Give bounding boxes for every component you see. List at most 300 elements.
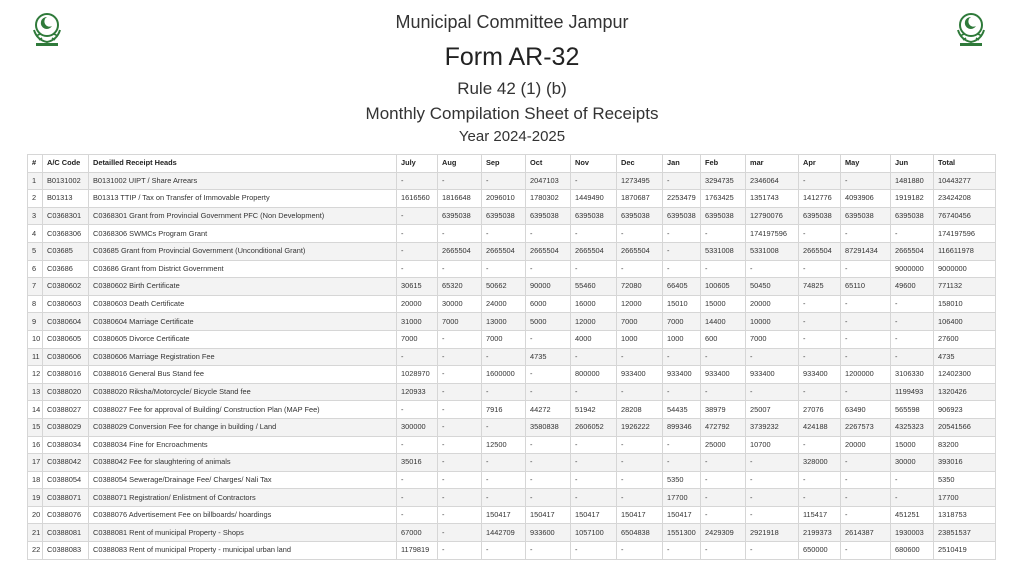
cell-jun: - [891, 348, 934, 366]
cell-may: 6395038 [841, 207, 891, 225]
cell-total: 23851537 [934, 524, 996, 542]
cell-mar: 20000 [746, 295, 799, 313]
cell-dec: 933400 [617, 366, 663, 384]
cell-jan: 6395038 [663, 207, 701, 225]
cell-oct: 150417 [526, 506, 571, 524]
cell-sep: - [482, 383, 526, 401]
cell-apr: 2199373 [799, 524, 841, 542]
cell-receipt-head: C0380603 Death Certificate [89, 295, 397, 313]
cell-sep: 24000 [482, 295, 526, 313]
cell-july: 67000 [397, 524, 438, 542]
column-header-mar: mar [746, 155, 799, 173]
table-row [28, 524, 996, 542]
cell-aug: - [438, 542, 482, 560]
cell-receipt-head: C0388083 Rent of municipal Property - municipal urban land [89, 542, 397, 560]
cell-total: 2510419 [934, 542, 996, 560]
cell-jun: - [891, 330, 934, 348]
cell-apr: - [799, 436, 841, 454]
cell-dec: - [617, 383, 663, 401]
cell-total: 1318753 [934, 506, 996, 524]
cell-jun: 1930003 [891, 524, 934, 542]
cell-dec: 6504838 [617, 524, 663, 542]
cell-sep: 7916 [482, 401, 526, 419]
cell-jun: 30000 [891, 454, 934, 472]
cell-feb: 38979 [701, 401, 746, 419]
cell-total: 116611978 [934, 242, 996, 260]
cell-jan: 15010 [663, 295, 701, 313]
cell-aug: 1816648 [438, 190, 482, 208]
cell-receipt-head: C0388016 General Bus Stand fee [89, 366, 397, 384]
cell-july: - [397, 489, 438, 507]
cell-sep: - [482, 471, 526, 489]
cell-ac-code: C0368301 [43, 207, 89, 225]
cell-mar: 10700 [746, 436, 799, 454]
cell-jan: - [663, 454, 701, 472]
column-header-nov: Nov [571, 155, 617, 173]
cell-nov: 150417 [571, 506, 617, 524]
cell-row-number: 14 [28, 401, 43, 419]
cell-may: 87291434 [841, 242, 891, 260]
cell-receipt-head: C0388076 Advertisement Fee on billboards/ hoardings [89, 506, 397, 524]
cell-july: - [397, 225, 438, 243]
cell-may: - [841, 489, 891, 507]
cell-dec: - [617, 542, 663, 560]
column-header-dec: Dec [617, 155, 663, 173]
cell-aug: - [438, 225, 482, 243]
cell-jan: - [663, 383, 701, 401]
column-header-jun: Jun [891, 155, 934, 173]
cell-row-number: 20 [28, 506, 43, 524]
cell-nov: 12000 [571, 313, 617, 331]
cell-total: 393016 [934, 454, 996, 472]
cell-row-number: 11 [28, 348, 43, 366]
cell-aug: - [438, 506, 482, 524]
cell-sep: 1442709 [482, 524, 526, 542]
cell-ac-code: C0380606 [43, 348, 89, 366]
cell-feb: 25000 [701, 436, 746, 454]
cell-feb: 14400 [701, 313, 746, 331]
cell-may: - [841, 383, 891, 401]
cell-jun: 680600 [891, 542, 934, 560]
cell-aug: - [438, 383, 482, 401]
cell-mar: 3739232 [746, 418, 799, 436]
cell-dec: 2665504 [617, 242, 663, 260]
cell-aug: - [438, 348, 482, 366]
cell-ac-code: C0388016 [43, 366, 89, 384]
cell-mar: - [746, 383, 799, 401]
cell-may: 20000 [841, 436, 891, 454]
cell-jun: - [891, 313, 934, 331]
cell-apr: - [799, 295, 841, 313]
cell-oct: - [526, 225, 571, 243]
cell-nov: 1057100 [571, 524, 617, 542]
cell-receipt-head: C0388020 Riksha/Motorcycle/ Bicycle Stand fee [89, 383, 397, 401]
cell-jan: 899346 [663, 418, 701, 436]
cell-nov: 6395038 [571, 207, 617, 225]
cell-jan: - [663, 436, 701, 454]
cell-aug: - [438, 366, 482, 384]
cell-may: 2267573 [841, 418, 891, 436]
column-header-oct: Oct [526, 155, 571, 173]
cell-receipt-head: C0380602 Birth Certificate [89, 278, 397, 296]
cell-sep: 150417 [482, 506, 526, 524]
cell-may: - [841, 471, 891, 489]
cell-july: - [397, 471, 438, 489]
cell-ac-code: B01313 [43, 190, 89, 208]
cell-aug: - [438, 260, 482, 278]
cell-total: 174197596 [934, 225, 996, 243]
cell-apr: 328000 [799, 454, 841, 472]
table-row [28, 172, 996, 190]
cell-feb: - [701, 542, 746, 560]
rule-reference: Rule 42 (1) (b) [457, 79, 567, 98]
cell-apr: 2665504 [799, 242, 841, 260]
cell-may: 4093906 [841, 190, 891, 208]
cell-may: - [841, 295, 891, 313]
receipts-table [27, 154, 996, 560]
cell-apr: - [799, 260, 841, 278]
cell-jan: - [663, 242, 701, 260]
cell-receipt-head: C0380606 Marriage Registration Fee [89, 348, 397, 366]
cell-jan: 17700 [663, 489, 701, 507]
cell-sep: 13000 [482, 313, 526, 331]
cell-dec: 1926222 [617, 418, 663, 436]
table-row [28, 348, 996, 366]
cell-may: - [841, 454, 891, 472]
cell-july: - [397, 260, 438, 278]
cell-feb: 5331008 [701, 242, 746, 260]
cell-aug: - [438, 471, 482, 489]
cell-feb: - [701, 489, 746, 507]
cell-dec: 7000 [617, 313, 663, 331]
cell-july: 120933 [397, 383, 438, 401]
cell-aug: 2665504 [438, 242, 482, 260]
cell-july: 7000 [397, 330, 438, 348]
cell-oct: 2665504 [526, 242, 571, 260]
table-row [28, 401, 996, 419]
cell-aug: - [438, 454, 482, 472]
cell-sep: 2096010 [482, 190, 526, 208]
cell-july: 35016 [397, 454, 438, 472]
cell-nov: - [571, 489, 617, 507]
cell-jun: 451251 [891, 506, 934, 524]
cell-apr: - [799, 471, 841, 489]
cell-apr: - [799, 383, 841, 401]
cell-may: - [841, 330, 891, 348]
cell-jun: - [891, 295, 934, 313]
cell-july: - [397, 172, 438, 190]
cell-total: 10443277 [934, 172, 996, 190]
cell-nov: - [571, 454, 617, 472]
cell-nov: - [571, 436, 617, 454]
cell-receipt-head: C0368306 SWMCs Program Grant [89, 225, 397, 243]
cell-oct: - [526, 436, 571, 454]
cell-row-number: 17 [28, 454, 43, 472]
cell-receipt-head: C0388081 Rent of municipal Property - Shops [89, 524, 397, 542]
cell-may: - [841, 172, 891, 190]
cell-aug: - [438, 172, 482, 190]
cell-jan: - [663, 542, 701, 560]
cell-oct: 6395038 [526, 207, 571, 225]
table-row [28, 190, 996, 208]
cell-total: 27600 [934, 330, 996, 348]
column-header-may: May [841, 155, 891, 173]
cell-sep: 2665504 [482, 242, 526, 260]
cell-july: 1616560 [397, 190, 438, 208]
cell-total: 9000000 [934, 260, 996, 278]
cell-mar: 10000 [746, 313, 799, 331]
cell-total: 5350 [934, 471, 996, 489]
cell-ac-code: C0388054 [43, 471, 89, 489]
cell-row-number: 12 [28, 366, 43, 384]
cell-row-number: 18 [28, 471, 43, 489]
cell-jun: 3106330 [891, 366, 934, 384]
cell-nov: 16000 [571, 295, 617, 313]
cell-receipt-head: C0388027 Fee for approval of Building/ Construction Plan (MAP Fee) [89, 401, 397, 419]
cell-apr: - [799, 330, 841, 348]
cell-dec: - [617, 436, 663, 454]
cell-feb: 6395038 [701, 207, 746, 225]
cell-row-number: 10 [28, 330, 43, 348]
cell-feb: 933400 [701, 366, 746, 384]
cell-total: 12402300 [934, 366, 996, 384]
cell-jun: - [891, 225, 934, 243]
table-row [28, 295, 996, 313]
cell-nov: - [571, 172, 617, 190]
cell-sep: 1600000 [482, 366, 526, 384]
cell-jan: 2253479 [663, 190, 701, 208]
cell-nov: 800000 [571, 366, 617, 384]
cell-jun: - [891, 489, 934, 507]
table-row [28, 542, 996, 560]
cell-apr: 74825 [799, 278, 841, 296]
cell-row-number: 3 [28, 207, 43, 225]
cell-feb: 3294735 [701, 172, 746, 190]
column-header-sep: Sep [482, 155, 526, 173]
cell-receipt-head: C0380605 Divorce Certificate [89, 330, 397, 348]
cell-ac-code: C0388034 [43, 436, 89, 454]
cell-ac-code: C03686 [43, 260, 89, 278]
cell-ac-code: C0388042 [43, 454, 89, 472]
cell-jan: - [663, 225, 701, 243]
cell-dec: 150417 [617, 506, 663, 524]
cell-july: - [397, 242, 438, 260]
cell-nov: - [571, 225, 617, 243]
table-row [28, 207, 996, 225]
cell-dec: - [617, 225, 663, 243]
cell-july: - [397, 506, 438, 524]
cell-aug: - [438, 401, 482, 419]
cell-july: 1028970 [397, 366, 438, 384]
table-row [28, 242, 996, 260]
cell-nov: 2665504 [571, 242, 617, 260]
cell-may: - [841, 313, 891, 331]
cell-oct: 933600 [526, 524, 571, 542]
cell-receipt-head: C0388071 Registration/ Enlistment of Contractors [89, 489, 397, 507]
table-row [28, 278, 996, 296]
cell-receipt-head: C0380604 Marriage Certificate [89, 313, 397, 331]
cell-oct: - [526, 366, 571, 384]
cell-row-number: 6 [28, 260, 43, 278]
cell-oct: 5000 [526, 313, 571, 331]
cell-ac-code: C0388076 [43, 506, 89, 524]
cell-ac-code: C0380605 [43, 330, 89, 348]
table-row [28, 436, 996, 454]
cell-may: 65110 [841, 278, 891, 296]
cell-mar: 2346064 [746, 172, 799, 190]
committee-name: Municipal Committee Jampur [395, 12, 629, 32]
cell-aug: 7000 [438, 313, 482, 331]
cell-nov: - [571, 260, 617, 278]
column-header-receipt-head: Detailled Receipt Heads [89, 155, 397, 173]
cell-nov: 4000 [571, 330, 617, 348]
cell-mar: 2921918 [746, 524, 799, 542]
cell-dec: 1870687 [617, 190, 663, 208]
cell-sep: 6395038 [482, 207, 526, 225]
cell-ac-code: C0380603 [43, 295, 89, 313]
cell-sep: 7000 [482, 330, 526, 348]
cell-ac-code: C0388020 [43, 383, 89, 401]
cell-feb: 15000 [701, 295, 746, 313]
cell-jun: 6395038 [891, 207, 934, 225]
cell-nov: - [571, 542, 617, 560]
cell-nov: 1449490 [571, 190, 617, 208]
table-row [28, 471, 996, 489]
cell-apr: 115417 [799, 506, 841, 524]
cell-jun: 9000000 [891, 260, 934, 278]
cell-feb: - [701, 471, 746, 489]
cell-sep: - [482, 225, 526, 243]
cell-aug: - [438, 436, 482, 454]
cell-dec: - [617, 489, 663, 507]
cell-july: - [397, 436, 438, 454]
cell-aug: - [438, 330, 482, 348]
cell-july: 300000 [397, 418, 438, 436]
cell-july: 1179819 [397, 542, 438, 560]
cell-nov: - [571, 348, 617, 366]
cell-oct: - [526, 471, 571, 489]
cell-aug: 30000 [438, 295, 482, 313]
cell-total: 17700 [934, 489, 996, 507]
cell-dec: - [617, 471, 663, 489]
cell-ac-code: C0388029 [43, 418, 89, 436]
cell-jun: 15000 [891, 436, 934, 454]
cell-mar: - [746, 454, 799, 472]
cell-feb: 1763425 [701, 190, 746, 208]
table-row [28, 260, 996, 278]
cell-apr: 650000 [799, 542, 841, 560]
cell-row-number: 1 [28, 172, 43, 190]
cell-ac-code: C0388081 [43, 524, 89, 542]
cell-nov: 2606052 [571, 418, 617, 436]
cell-jan: - [663, 172, 701, 190]
cell-ac-code: C0388071 [43, 489, 89, 507]
cell-row-number: 4 [28, 225, 43, 243]
cell-receipt-head: C0388034 Fine for Encroachments [89, 436, 397, 454]
cell-may: 1200000 [841, 366, 891, 384]
cell-row-number: 13 [28, 383, 43, 401]
table-row [28, 506, 996, 524]
cell-receipt-head: C0388054 Sewerage/Drainage Fee/ Charges/ Nali Tax [89, 471, 397, 489]
cell-oct: - [526, 383, 571, 401]
table-row [28, 454, 996, 472]
cell-feb: 100605 [701, 278, 746, 296]
cell-july: 20000 [397, 295, 438, 313]
cell-total: 106400 [934, 313, 996, 331]
cell-sep: - [482, 418, 526, 436]
cell-jun: 1199493 [891, 383, 934, 401]
cell-apr: - [799, 348, 841, 366]
cell-dec: 12000 [617, 295, 663, 313]
cell-total: 906923 [934, 401, 996, 419]
cell-row-number: 21 [28, 524, 43, 542]
cell-sep: - [482, 489, 526, 507]
cell-apr: 1412776 [799, 190, 841, 208]
table-row [28, 225, 996, 243]
cell-jun: 4325323 [891, 418, 934, 436]
cell-total: 158010 [934, 295, 996, 313]
cell-aug: - [438, 418, 482, 436]
column-header-aug: Aug [438, 155, 482, 173]
column-header-apr: Apr [799, 155, 841, 173]
cell-may: 2614387 [841, 524, 891, 542]
table-row [28, 489, 996, 507]
cell-dec: - [617, 348, 663, 366]
cell-mar: 174197596 [746, 225, 799, 243]
cell-oct: - [526, 489, 571, 507]
cell-feb: - [701, 348, 746, 366]
cell-receipt-head: C0388029 Conversion Fee for change in building / Land [89, 418, 397, 436]
column-header-july: July [397, 155, 438, 173]
cell-mar: 5331008 [746, 242, 799, 260]
cell-receipt-head: C03686 Grant from District Government [89, 260, 397, 278]
cell-total: 20541566 [934, 418, 996, 436]
cell-july: - [397, 207, 438, 225]
cell-jun: - [891, 471, 934, 489]
cell-row-number: 2 [28, 190, 43, 208]
cell-jan: 1551300 [663, 524, 701, 542]
cell-row-number: 19 [28, 489, 43, 507]
cell-aug: - [438, 489, 482, 507]
cell-apr: 424188 [799, 418, 841, 436]
cell-sep: 12500 [482, 436, 526, 454]
cell-receipt-head: C0388042 Fee for slaughtering of animals [89, 454, 397, 472]
cell-sep: - [482, 260, 526, 278]
cell-jun: 1919182 [891, 190, 934, 208]
cell-oct: 2047103 [526, 172, 571, 190]
cell-feb: - [701, 506, 746, 524]
table-row [28, 330, 996, 348]
cell-mar: - [746, 260, 799, 278]
cell-sep: - [482, 454, 526, 472]
cell-total: 83200 [934, 436, 996, 454]
cell-jan: 1000 [663, 330, 701, 348]
cell-jan: 150417 [663, 506, 701, 524]
cell-dec: 1000 [617, 330, 663, 348]
cell-mar: - [746, 542, 799, 560]
cell-ac-code: C0388027 [43, 401, 89, 419]
cell-dec: 72080 [617, 278, 663, 296]
table-row [28, 366, 996, 384]
cell-row-number: 8 [28, 295, 43, 313]
cell-mar: - [746, 348, 799, 366]
cell-oct: - [526, 260, 571, 278]
cell-oct: 90000 [526, 278, 571, 296]
cell-mar: - [746, 506, 799, 524]
cell-ac-code: C0380604 [43, 313, 89, 331]
fiscal-year: Year 2024-2025 [458, 128, 566, 145]
cell-may: - [841, 542, 891, 560]
